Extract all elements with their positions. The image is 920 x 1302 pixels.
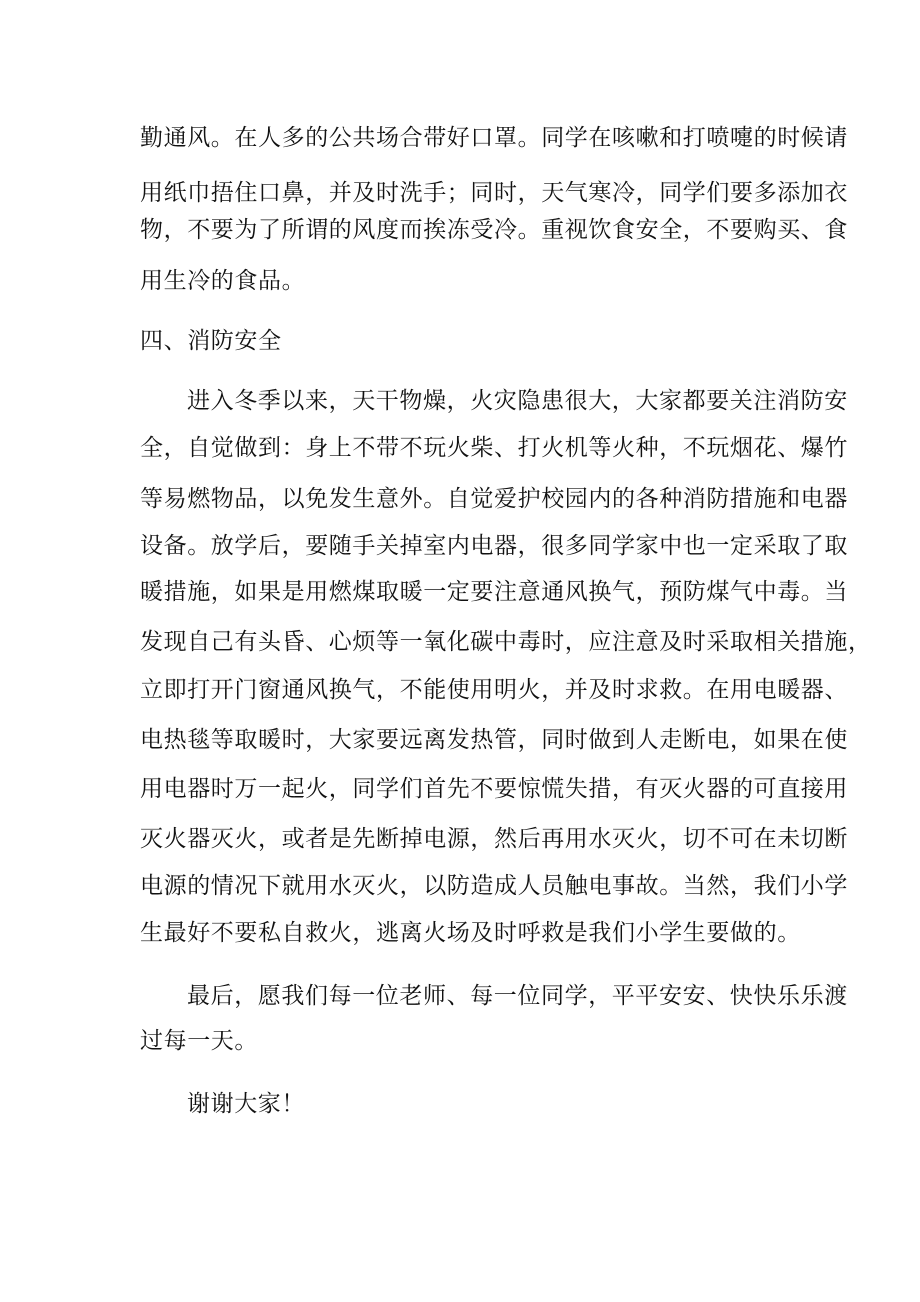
text-line: 立即打开门窗通风换气，不能使用明火，并及时求救。在用电暖器、 (140, 677, 848, 703)
text-line: 灭火器灭火，或者是先断掉电源，然后再用水灭火，切不可在未切断 (140, 826, 848, 852)
text-line: 勤通风。在人多的公共场合带好口罩。同学在咳嗽和打喷嚏的时候请 (140, 125, 848, 151)
text-line: 全，自觉做到：身上不带不玩火柴、打火机等火种，不玩烟花、爆竹 (140, 435, 848, 461)
text-line: 物，不要为了所谓的风度而挨冻受冷。重视饮食安全，不要购买、食 (140, 217, 848, 243)
text-line: 电源的情况下就用水灭火，以防造成人员触电事故。当然，我们小学 (140, 873, 848, 899)
text-line: 最后，愿我们每一位老师、每一位同学，平平安安、快快乐乐渡 (187, 983, 848, 1009)
text-line: 用电器时万一起火，同学们首先不要惊慌失措，有灭火器的可直接用 (140, 776, 848, 802)
closing-thanks: 谢谢大家！ (187, 1091, 305, 1117)
section-heading: 四、消防安全 (140, 328, 282, 354)
text-line: 电热毯等取暖时，大家要远离发热管，同时做到人走断电，如果在使 (140, 727, 848, 753)
text-line: 发现自己有头昏、心烦等一氧化碳中毒时，应注意及时采取相关措施， (140, 629, 872, 655)
text-line: 生最好不要私自救火，逃离火场及时呼救是我们小学生要做的。 (140, 920, 801, 946)
text-line: 进入冬季以来，天干物燥，火灾隐患很大，大家都要关注消防安 (187, 388, 848, 414)
text-line: 等易燃物品，以免发生意外。自觉爱护校园内的各种消防措施和电器 (140, 486, 848, 512)
text-line: 设备。放学后，要随手关掉室内电器，很多同学家中也一定采取了取 (140, 533, 848, 559)
text-line: 用生冷的食品。 (140, 268, 306, 294)
text-line: 过每一天。 (140, 1028, 258, 1054)
text-line: 用纸巾捂住口鼻，并及时洗手；同时，天气寒冷，同学们要多添加衣 (140, 180, 848, 206)
text-line: 暖措施，如果是用燃煤取暖一定要注意通风换气，预防煤气中毒。当 (140, 579, 848, 605)
